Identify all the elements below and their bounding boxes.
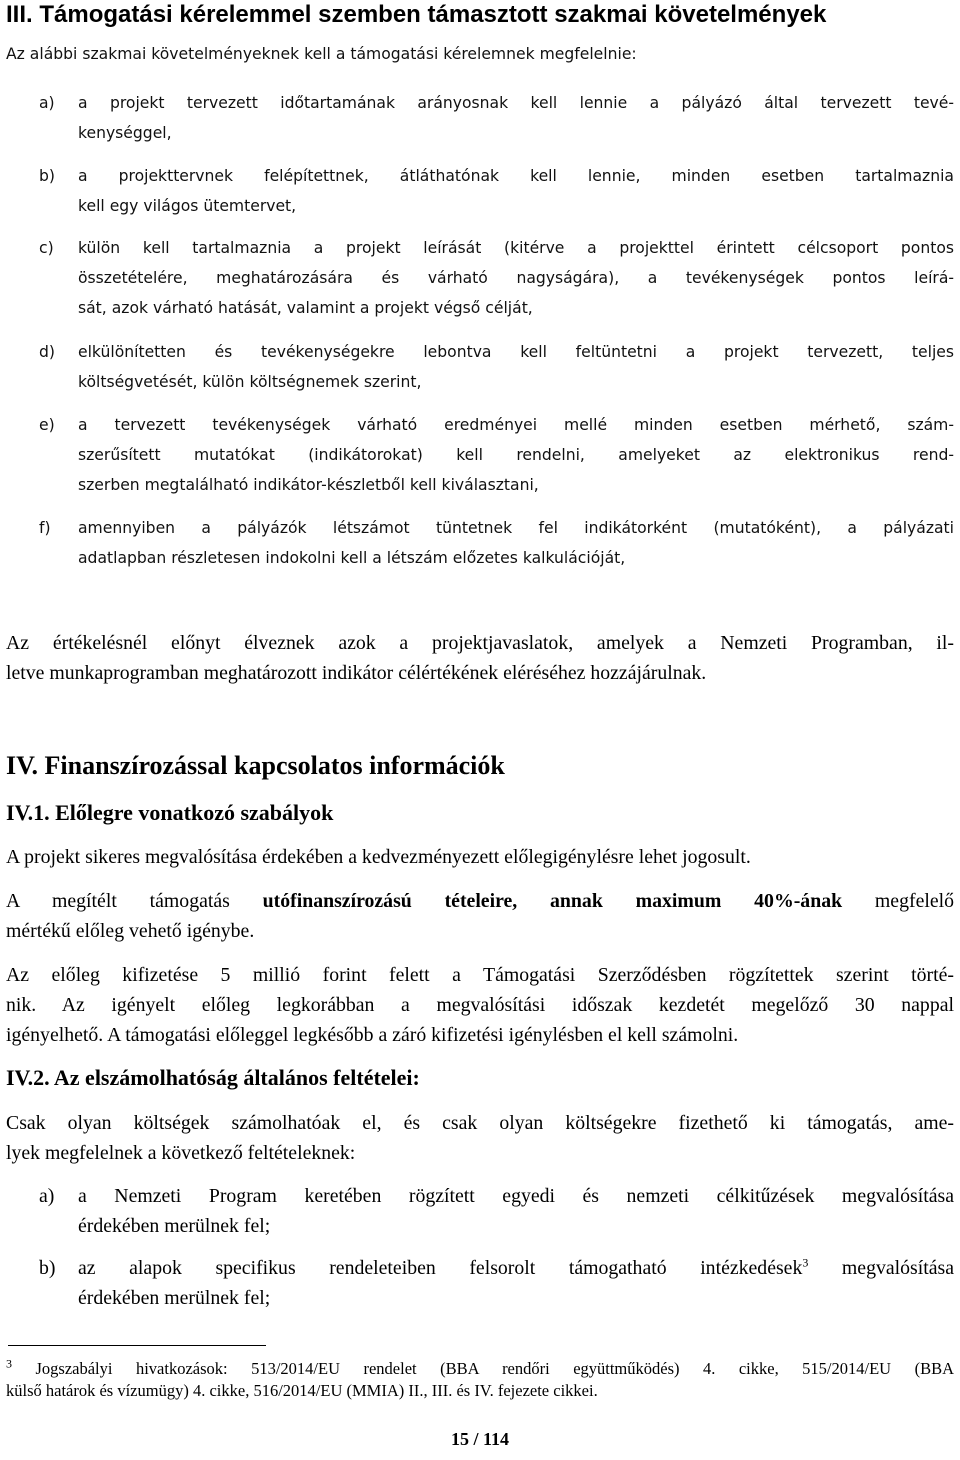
advance-eligibility-paragraph: A projekt sikeres megvalósítása érdekében a kedvezményezett előlegigénylésre lehet jogosult. <box>6 846 751 868</box>
list-line: érdekében merülnek fel; <box>78 1287 271 1309</box>
list-line: szerűsített mutatókat (indikátorokat) kell rendelni, amelyeket az elektronikus rend- <box>78 446 954 464</box>
list-item-d <box>39 337 954 397</box>
list-line: érdekében merülnek fel; <box>78 1215 271 1237</box>
eligibility-item-a <box>39 1181 954 1241</box>
list-line: kell egy világos ütemtervet, <box>78 197 297 215</box>
list-label: d) <box>39 343 55 361</box>
advance-amount-paragraph <box>6 886 954 946</box>
list-line: a projekttervnek felépítettnek, átláthatónak kell lennie, minden esetben tartalmaznia <box>78 167 954 185</box>
subsection-4-2-title: IV.2. Az elszámolhatóság általános feltételei: <box>6 1065 420 1090</box>
footnote <box>6 1358 954 1402</box>
list-line: szerben megtalálható indikátor-készletből kell kiválasztani, <box>78 476 539 494</box>
subsection-4-1-title: IV.1. Előlegre vonatkozó szabályok <box>6 800 334 825</box>
list-line: kenységgel, <box>78 124 172 142</box>
paragraph-line: Csak olyan költségek számolhatóak el, és csak olyan költségekre fizethető ki támogatás, ame- <box>6 1112 954 1134</box>
list-label: e) <box>39 416 55 434</box>
paragraph-line: lyek megfelelnek a következő feltételeknek: <box>6 1142 356 1164</box>
list-label: f) <box>39 519 51 537</box>
evaluation-paragraph <box>6 628 954 688</box>
list-label: b) <box>39 167 55 185</box>
footnote-line: külső határok és vízumügy) 4. cikke, 516/2014/EU (MMIA) II., III. és IV. fejezete cikkei. <box>6 1381 598 1400</box>
eligibility-item-b <box>39 1253 954 1313</box>
section-4-title: IV. Finanszírozással kapcsolatos információk <box>6 751 505 780</box>
footnote-reference[interactable]: 3 <box>802 1255 809 1270</box>
footnote-line: $^3$ Jogszabályi hivatkozások: 513/2014/EU rendelet (BBA rendőri együttműködés) 4. cikke, 515/2014/EU (BBA <box>6 1356 954 1378</box>
list-line: adatlapban részletesen indokolni kell a létszám előzetes kalkulációját, <box>78 549 626 567</box>
list-item-f <box>39 513 954 573</box>
list-item-c <box>39 233 954 323</box>
section-3-title: III. Támogatási kérelemmel szemben támasztott szakmai követelmények <box>6 1 827 28</box>
list-line: költségvetését, külön költségnemek szerint, <box>78 373 422 391</box>
paragraph-line: Az előleg kifizetése 5 millió forint felett a Támogatási Szerződésben rögzítettek szerint törté- <box>6 964 954 986</box>
list-line: elkülönítetten és tevékenységekre lebontva kell feltüntetni a projekt tervezett, teljes <box>78 343 954 361</box>
list-line: külön kell tartalmaznia a projekt leírását (kitérve a projekttel érintett célcsoport pontos <box>78 239 954 257</box>
bold-emphasis: utófinanszírozású tételeire, annak maximum 40%-ának <box>262 890 843 912</box>
list-label: c) <box>39 239 54 257</box>
advance-payment-paragraph <box>6 960 954 1050</box>
list-line: amennyiben a pályázók létszámot tüntetnek fel indikátorként (mutatóként), a pályázati <box>78 519 954 537</box>
list-line: a tervezett tevékenységek várható eredményei mellé minden esetben mérhető, szám- <box>78 416 954 434</box>
section-3-intro: Az alábbi szakmai követelményeknek kell a támogatási kérelemnek megfelelnie: <box>6 45 637 63</box>
list-line: a Nemzeti Program keretében rögzített egyedi és nemzeti célkitűzések megvalósítása <box>78 1185 954 1207</box>
list-item-b <box>39 161 954 221</box>
list-item-a <box>39 88 954 148</box>
list-line: az alapok specifikus rendeleteiben felsorolt támogatható intézkedések$^3$ megvalósítása <box>78 1255 954 1279</box>
list-item-e <box>39 410 954 500</box>
list-line: sát, azok várható hatását, valamint a projekt végső célját, <box>78 299 533 317</box>
paragraph-line: igényelhető. A támogatási előleggel legkésőbb a záró kifizetési igénylésben el kell számolni. <box>6 1024 739 1046</box>
footnote-divider <box>8 1345 266 1346</box>
eligibility-intro-paragraph <box>6 1108 954 1168</box>
list-label: a) <box>39 1185 55 1207</box>
paragraph-line: mértékű előleg vehető igénybe. <box>6 920 255 942</box>
footnote-number: 3 <box>6 1356 12 1371</box>
paragraph-line: Az értékelésnél előnyt élveznek azok a projektjavaslatok, amelyek a Nemzeti Programban, il- <box>6 632 954 654</box>
page-number: 15 / 114 <box>450 1429 509 1449</box>
list-line: a projekt tervezett időtartamának arányosnak kell lennie a pályázó által tervezett tevé- <box>78 94 954 112</box>
list-label: b) <box>39 1257 56 1279</box>
list-label: a) <box>39 94 55 112</box>
paragraph-line: nik. Az igényelt előleg legkorábban a megvalósítási időszak kezdetét megelőző 30 nappal <box>6 994 954 1016</box>
paragraph-line: A megítélt támogatás utófinanszírozású tételeire, annak maximum 40%-ának megfelelő <box>6 890 955 912</box>
list-line: összetételére, meghatározására és várható nagyságára), a tevékenységek pontos leírá- <box>78 269 954 287</box>
paragraph-line: letve munkaprogramban meghatározott indikátor célértékének eléréséhez hozzájárulnak. <box>6 662 707 684</box>
